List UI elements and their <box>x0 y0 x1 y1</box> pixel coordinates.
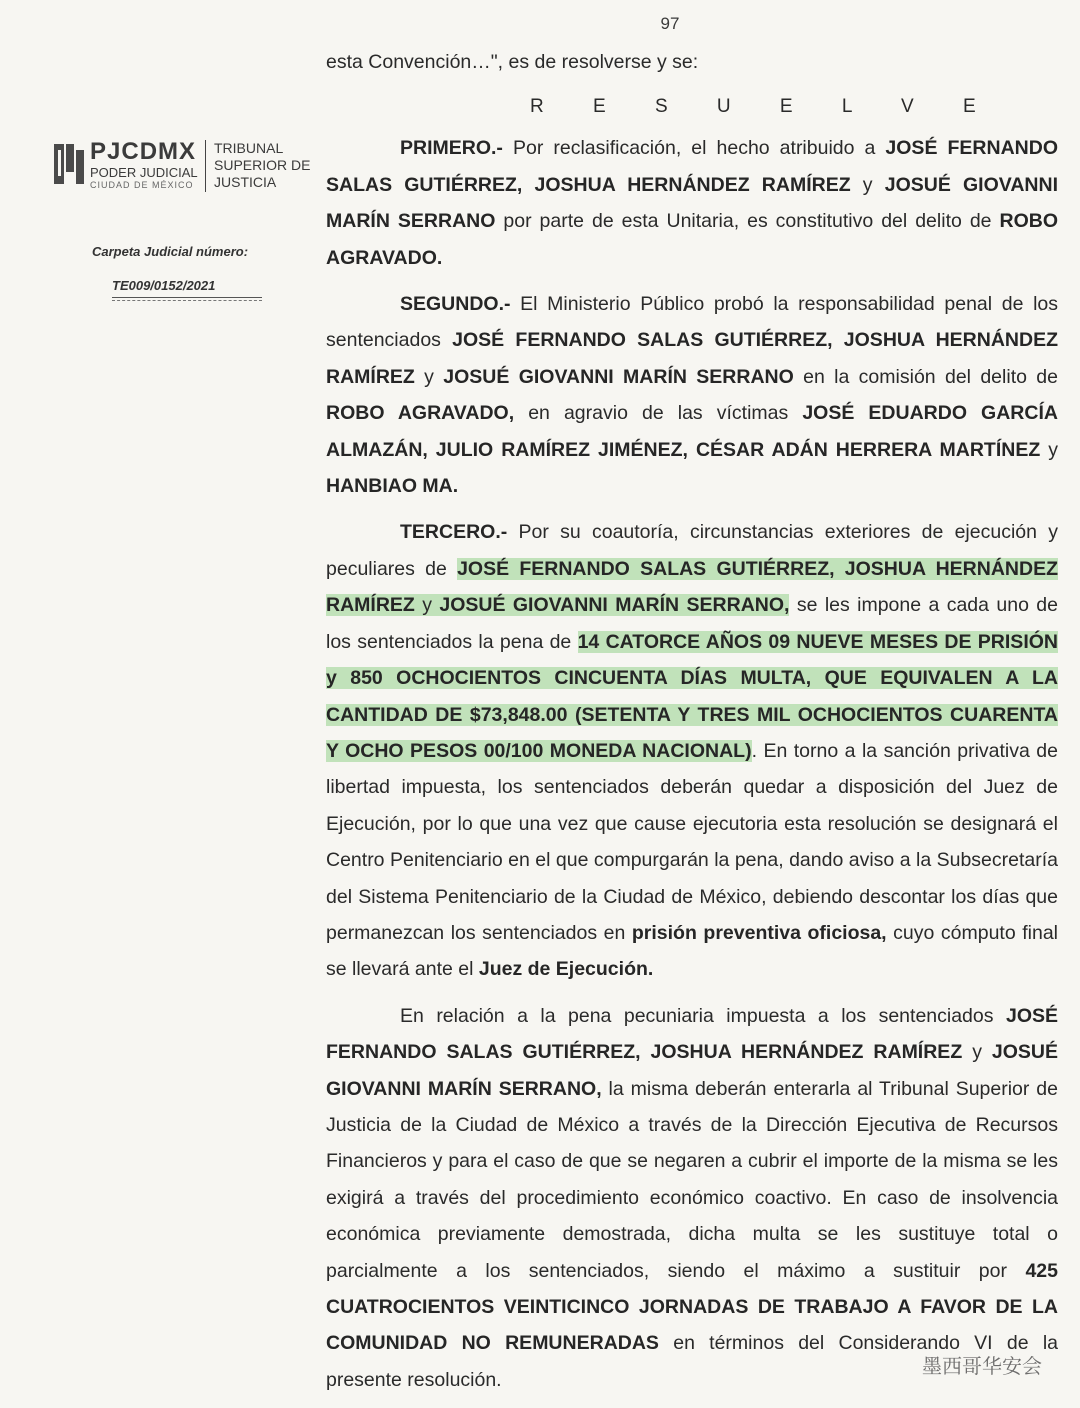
pecuniaria-name3: JOSUÉ GIOVANNI MARÍN SERRANO, <box>326 1041 1059 1100</box>
segundo-name3: JOSUÉ GIOVANNI MARÍN SERRANO <box>443 365 794 388</box>
carpeta-underline <box>112 297 262 301</box>
tercero-text-1: Por su coautoría, circunstancias exteriores de ejecución y peculiares de <box>326 521 1058 580</box>
tribunal-line-3: JUSTICIA <box>214 174 277 190</box>
pecuniaria-text-2: y <box>962 1041 992 1064</box>
paragraph-tercero <box>326 514 1058 987</box>
paragraph-pecuniaria <box>326 998 1058 1398</box>
logo-line1: PODER JUDICIAL <box>90 165 198 180</box>
primero-delito: ROBO AGRAVADO. <box>326 210 1058 269</box>
resuelve-heading: R E S U E L V E <box>530 96 998 118</box>
segundo-victim4: HANBIAO MA. <box>326 475 459 498</box>
primero-name3: JOSUÉ GIOVANNI MARÍN SERRANO <box>326 173 1058 233</box>
segundo-text-3: en la comisión del delito de <box>793 365 1058 388</box>
tercero-text-4: . En torno a la sanción privativa de libertad impuesta, los sentenciados deberán quedar a disposición del Juez de Ejecución, por lo que una vez que cause ejecutoria esta resolución se designará el Centro Penitenciario en el que compurgarán la pena, dando aviso a la Subsecretaría del Sistema Penitenciario de la Ciudad de México, debiendo descontar los días que permanezcan los sentenciados en <box>326 739 1058 944</box>
pecuniaria-jornadas: 425 CUATROCIENTOS VEINTICINCO JORNADAS DE TRABAJO A FAVOR DE LA COMUNIDAD NO REMUNERADAS <box>326 1259 1058 1355</box>
pecuniaria-text-3: la misma deberán enterarla al Tribunal Superior de Justicia de la Ciudad de México a través de la Dirección Ejecutiva de Recursos Financieros y para el caso de que se negaren a cubrir el importe de la misma se les exigirá a través del procedimiento económico coactivo. En caso de insolvencia económica previamente demostrada, dicha multa se les sustituye total o parcialmente a los sentenciados, siendo el máximo a sustituir por <box>326 1077 1058 1282</box>
tercero-text-2: y <box>414 594 440 617</box>
logo-brand: PJCDMX <box>90 138 197 165</box>
tercero-names-highlighted: JOSÉ FERNANDO SALAS GUTIÉRREZ, JOSHUA HERNÁNDEZ RAMÍREZ <box>326 557 1058 617</box>
segundo-text-1: El Ministerio Público probó la responsabilidad penal de los sentenciados <box>326 293 1058 352</box>
logo-divider <box>205 140 206 192</box>
pjcdmx-logo <box>52 138 322 194</box>
tercero-name3-highlighted: JOSUÉ GIOVANNI MARÍN SERRANO, <box>439 594 790 617</box>
tercero-lead: TERCERO.- <box>400 521 508 544</box>
tribunal-line-2: SUPERIOR DE <box>214 157 311 173</box>
pecuniaria-names: JOSÉ FERNANDO SALAS GUTIÉRREZ, JOSHUA HERNÁNDEZ RAMÍREZ <box>326 1004 1058 1064</box>
paragraph-segundo <box>326 286 1058 504</box>
document-body <box>326 44 1058 1408</box>
segundo-victims: JOSÉ EDUARDO GARCÍA ALMAZÁN, JULIO RAMÍREZ JIMÉNEZ, CÉSAR ADÁN HERRERA MARTÍNEZ <box>326 402 1058 461</box>
primero-text-1: Por reclasificación, el hecho atribuido a <box>502 137 886 160</box>
paragraph-primero <box>326 130 1058 276</box>
carpeta-label: Carpeta Judicial número: <box>92 244 249 259</box>
tercero-juez: Juez de Ejecución. <box>478 958 654 981</box>
tercero-text-3: se les impone a cada uno de los sentenciados la pena de <box>326 594 1058 653</box>
primero-text-3: por parte de esta Unitaria, es constitutivo del delito de <box>495 210 1000 233</box>
pecuniaria-text-1: En relación a la pena pecuniaria impuesta a los sentenciados <box>400 1004 1006 1027</box>
segundo-delito: ROBO AGRAVADO, <box>326 402 515 425</box>
intro-text: esta Convención…", es de resolverse y se: <box>326 51 699 73</box>
segundo-names: JOSÉ FERNANDO SALAS GUTIÉRREZ, JOSHUA HERNÁNDEZ RAMÍREZ <box>326 329 1058 388</box>
primero-names: JOSÉ FERNANDO SALAS GUTIÉRREZ, JOSHUA HERNÁNDEZ RAMÍREZ <box>326 137 1058 196</box>
watermark-text: 墨西哥华安会 <box>922 1356 1042 1378</box>
segundo-text-5: y <box>1040 438 1058 461</box>
tercero-prision: prisión preventiva oficiosa, <box>631 921 887 944</box>
tercero-pena-highlighted: 14 CATORCE AÑOS 09 NUEVE MESES DE PRISIÓN y 850 OCHOCIENTOS CINCUENTA DÍAS MULTA, QUE EQUIVALEN A LA CANTIDAD DE $73,848.00 (SETENTA Y TRES MIL OCHOCIENTOS CUARENTA Y OCHO PESOS 00/100 MONEDA NACIONAL) <box>326 630 1058 762</box>
tercero-text-5: cuyo cómputo final se llevará ante el <box>326 921 1058 981</box>
primero-lead: PRIMERO.- <box>400 137 503 160</box>
segundo-lead: SEGUNDO.- <box>400 293 511 316</box>
carpeta-number: TE009/0152/2021 <box>112 278 216 293</box>
pjcdmx-emblem-icon <box>52 140 88 188</box>
segundo-text-2: y <box>414 365 444 388</box>
logo-line2: CIUDAD DE MÉXICO <box>90 180 194 190</box>
primero-text-2: y <box>850 173 885 196</box>
pecuniaria-text-4: en términos del Considerando VI de la presente resolución. <box>326 1332 1059 1391</box>
tribunal-line-1: TRIBUNAL <box>214 140 284 156</box>
tribunal-label <box>214 140 310 191</box>
segundo-text-4: en agravio de las víctimas <box>514 402 803 425</box>
page-number: 97 <box>660 14 680 33</box>
